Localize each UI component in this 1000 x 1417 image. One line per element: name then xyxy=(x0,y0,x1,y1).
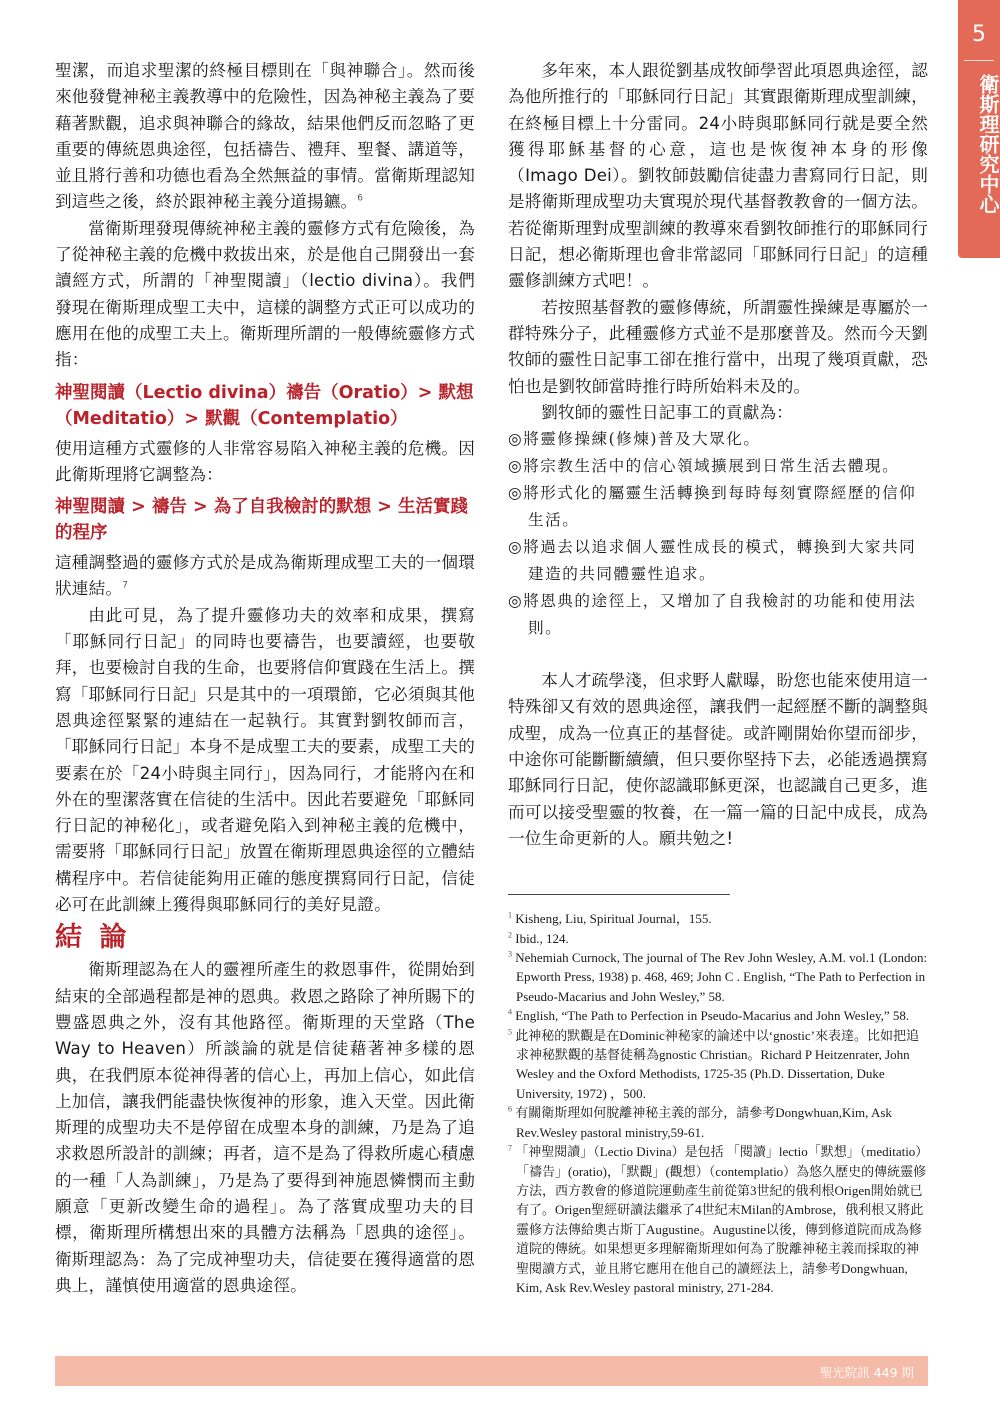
paragraph-text: 這種調整過的靈修方式於是成為衛斯理成聖工夫的一個環狀連結。 xyxy=(55,553,475,599)
highlight-heading: 神聖閱讀 > 禱告 > 為了自我檢討的默想 > 生活實踐的程序 xyxy=(55,497,469,544)
footnote xyxy=(508,929,928,948)
right-column xyxy=(508,58,928,1297)
section-tab-title: 衛斯理研究中心 xyxy=(976,74,1000,214)
footnote-number: 6 xyxy=(508,1104,512,1114)
footnote-number: 3 xyxy=(508,949,512,959)
footnote xyxy=(508,1103,928,1142)
footnote-text: Kisheng, Liu, Spiritual Journal，155. xyxy=(515,911,712,927)
tab-divider xyxy=(964,60,994,61)
footnotes xyxy=(508,909,928,1297)
contribution-list xyxy=(508,426,928,642)
footnote xyxy=(508,948,928,1006)
spacer xyxy=(508,642,928,668)
paragraph-text: 聖潔，而追求聖潔的終極目標則在「與神聯合」。然而後來他發覺神秘主義教導中的危險性，因為神秘主義為了要藉著默觀，追求與神聯合的緣故，結果他們反而忽略了更重要的傳統恩典途徑，包括禱告、禮拜、聖餐、講道等，並且將行善和功德也看為全然無益的事情。當衛斯理認知到這些之後，終於跟神秘主義分道揚鑣。 xyxy=(55,61,475,212)
footnote xyxy=(508,1142,928,1297)
footnote-ref[interactable]: 7 xyxy=(122,580,129,591)
footnote-text: Nehemiah Curnock, The journal of The Rev John Wesley, A.M. vol.1 (London: Epworth Press, 1938) p. 468, 469; John C . English, “The Path to Perfection in Pseudo-Macarius and John Wesley,” 58. xyxy=(515,950,928,1004)
paragraph: 若按照基督教的靈修傳統，所謂靈性操練是專屬於一群特殊分子，此種靈修方式並不是那麼普及。然而今天劉牧師的靈性日記事工卻在推行當中，出現了幾項貢獻，恐怕也是劉牧師當時推行時所始料未及的。 xyxy=(508,297,928,396)
footnote-text: English, “The Path to Perfection in Pseudo-Macarius and John Wesley,” 58. xyxy=(515,1008,910,1024)
footnote-ref[interactable]: 6 xyxy=(357,193,364,204)
side-tab xyxy=(958,0,1000,258)
footer-bar xyxy=(55,1356,928,1386)
footnote-divider xyxy=(508,894,730,895)
paragraph xyxy=(55,58,475,216)
list-item: ◎將過去以追求個人靈性成長的模式，轉換到大家共同建造的共同體靈性追求。 xyxy=(508,538,917,584)
footnote-text: 此神秘的默觀是在Dominic神秘家的論述中以‘gnostic’來表達。比如把追求神秘默觀的基督徒稱為gnostic Christian。Richard P Heitzenrater, John Wesley and the Oxford Methodists, 1725-35 (Ph.D. Dissertation, Duke University, 1972) ，500. xyxy=(515,1027,919,1101)
highlight-heading: 神聖閱讀（Lectio divina）禱告（Oratio）> 默想（Meditatio）> 默觀（Contemplatio） xyxy=(55,382,474,429)
footnote xyxy=(508,1006,928,1025)
footnote xyxy=(508,1026,928,1104)
paragraph: 多年來，本人跟從劉基成牧師學習此項恩典途徑，認為他所推行的「耶穌同行日記」其實跟衛斯理成聖訓練，在終極目標上十分雷同。24小時與耶穌同行就是要全然獲得耶穌基督的心意，這也是恢復神本身的形像（Imago Dei）。劉牧師鼓勵信徒盡力書寫同行日記，則是將衛斯理成聖功夫實現於現代基督教教會的一個方法。若從衛斯理對成聖訓練的教導來看劉牧師推行的耶穌同行日記，想必衛斯理也會非常認同「耶穌同行日記」的這種靈修訓練方式吧！。 xyxy=(508,61,928,291)
footnote-number: 1 xyxy=(508,910,512,920)
list-item: ◎將宗教生活中的信心領域擴展到日常生活去體現。 xyxy=(508,457,900,476)
paragraph: 本人才疏學淺，但求野人獻曝，盼您也能來使用這一特殊卻又有效的恩典途徑，讓我們一起經歷不斷的調整與成聖，成為一位真正的基督徒。或許剛開始你望而卻步，中途你可能斷斷續續，但只要你堅持下去，必能透過撰寫耶穌同行日記，使你認識耶穌更深，也認識自己更多，進而可以接受聖靈的牧養，在一篇一篇的日記中成長，成為一位生命更新的人。願共勉之! xyxy=(508,671,928,848)
paragraph: 劉牧師的靈性日記事工的貢獻為： xyxy=(541,402,794,422)
footnote xyxy=(508,909,928,928)
paragraph: 由此可見，為了提升靈修功夫的效率和成果，撰寫「耶穌同行日記」的同時也要禱告，也要讀經，也要敬拜，也要檢討自我的生命，也要將信仰實踐在生活上。撰寫「耶穌同行日記」只是其中的一項環節，它必須與其他恩典途徑緊緊的連結在一起執行。其實對劉牧師而言，「耶穌同行日記」本身不是成聖工夫的要素，成聖工夫的要素在於「24小時與主同行」，因為同行，才能將內在和外在的聖潔落實在信徒的生活中。因此若要避免「耶穌同行日記的神秘化」，或者避免陷入到神秘主義的危機中，需要將「耶穌同行日記」放置在衛斯理恩典途徑的立體結構程序中。若信徒能夠用正確的態度撰寫同行日記，信徒必可在此訓練上獲得與耶穌同行的美好見證。 xyxy=(55,605,475,915)
section-title: 結 論 xyxy=(55,922,131,954)
left-column xyxy=(55,58,475,1299)
footnote-number: 5 xyxy=(508,1027,512,1037)
footnote-number: 2 xyxy=(508,930,512,940)
footnote-text: 「神聖閱讀」（Lectio Divina）是包括 「閱讀」lectio「默想」（meditatio）「禱告」(oratio)，「默觀」(觀想）（contemplatio）為悠久歷史的傳統靈修方法，西方教會的修道院運動產生前從第3世紀的俄利根Origen開始就已有了。Origen聖經研讀法繼承了4世紀末Milan的Ambrose，俄利根又將此靈修方法傳給奧古斯丁Augustine。Augustine以後，傳到修道院而成為修道院的傳統。如果想更多理解衛斯理如何為了脫離神秘主義而採取的神聖閱讀方式，並且將它應用在他自己的讀經法上，請參考Dongwhuan, Kim, Ask Rev.Wesley pastoral ministry, 271-284. xyxy=(515,1144,927,1295)
list-item: ◎將形式化的屬靈生活轉換到每時每刻實際經歷的信仰生活。 xyxy=(508,484,917,530)
paragraph: 衛斯理認為在人的靈裡所產生的救恩事件，從開始到結束的全部過程都是神的恩典。救恩之路除了神所賜下的豐盛恩典之外，沒有其他路徑。衛斯理的天堂路（The Way to Heaven）所談論的就是信徒藉著神多樣的恩典，在我們原本從神得著的信心上，再加上信心，如此信上加信，讓我們能盡快恢復神的形象，進入天堂。因此衛斯理的成聖功夫不是停留在成聖本身的訓練，乃是為了追求救恩所設計的訓練；再者，這不是為了得救所處心積慮的一種「人為訓練」，乃是為了要得到神施恩憐憫而主動願意「更新改變生命的過程」。為了落實成聖功夫的目標，衛斯理所構想出來的具體方法稱為「恩典的途徑」。衛斯理認為：為了完成神聖功夫，信徒要在獲得適當的恩典上，謹慎使用適當的恩典途徑。 xyxy=(55,960,475,1295)
footnote-text: Ibid., 124. xyxy=(515,930,569,946)
page-number: 5 xyxy=(972,22,986,47)
paragraph: 使用這種方式靈修的人非常容易陷入神秘主義的危機。因此衛斯理將它調整為： xyxy=(55,438,475,484)
list-item: ◎將恩典的途徑上，又增加了自我檢討的功能和使用法則。 xyxy=(508,592,917,638)
paragraph: 當衛斯理發現傳統神秘主義的靈修方式有危險後，為了從神秘主義的危機中救拔出來，於是他自己開發出一套讀經方式，所謂的「神聖閱讀」（lectio divina）。我們發現在衛斯理成聖工夫中，這樣的調整方式正可以成功的應用在他的成聖工夫上。衛斯理所謂的一般傳統靈修方式指： xyxy=(55,218,475,370)
footnote-number: 7 xyxy=(508,1143,512,1153)
footnote-text: 有關衛斯理如何脫離神秘主義的部分，請參考Dongwhuan,Kim, Ask Rev.Wesley pastoral ministry,59-61. xyxy=(515,1105,892,1140)
footer-text: 聖光院訊 449 期 xyxy=(819,1365,914,1380)
list-item: ◎將靈修操練(修煉)普及大眾化。 xyxy=(508,430,761,449)
paragraph xyxy=(55,550,475,603)
footnote-number: 4 xyxy=(508,1007,512,1017)
